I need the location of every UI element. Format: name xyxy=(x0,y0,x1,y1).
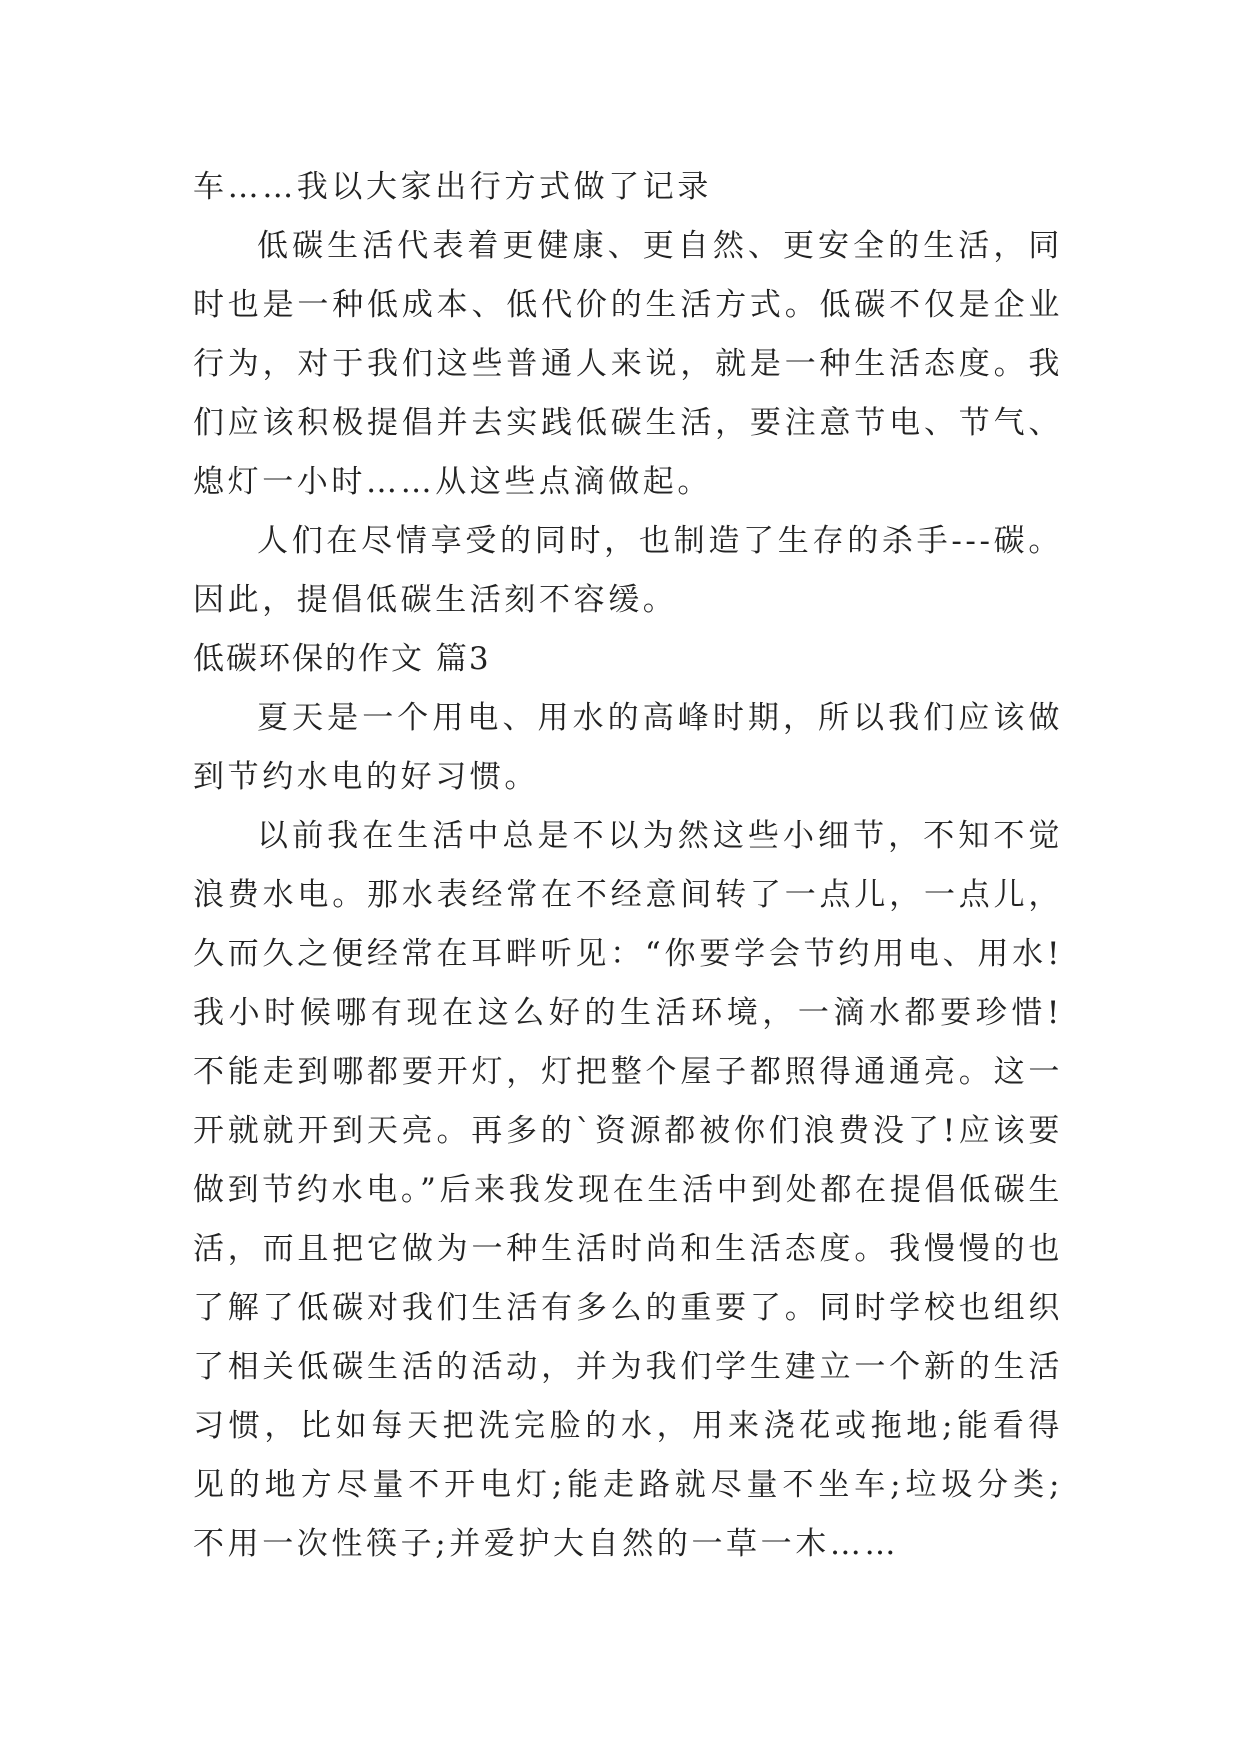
paragraph-summer-peak: 夏天是一个用电、用水的高峰时期，所以我们应该做到节约水电的好习惯。 xyxy=(193,700,1063,795)
paragraph-saving-habits: 以前我在生活中总是不以为然这些小细节，不知不觉浪费水电。那水表经常在不经意间转了一点儿，一点儿，久而久之便经常在耳畔听见：“你要学会节约用电、用水!我小时候哪有现在这么好的生活环境，一滴水都要珍惜!不能走到哪都要开灯，灯把整个屋子都照得通通亮。这一开就就开到天亮。再多的`资源都被你们浪费没了!应该要做到节约水电。”后来我发现在生活中到处都在提倡低碳生活，而且把它做为一种生活时尚和生活态度。我慢慢的也了解了低碳对我们生活有多么的重要了。同时学校也组织了相关低碳生活的活动，并为我们学生建立一个新的生活习惯，比如每天把洗完脸的水，用来浇花或拖地;能看得见的地方尽量不开电灯;能走路就尽量不坐车;垃圾分类;不用一次性筷子;并爱护大自然的一草一木…… xyxy=(193,818,1063,1562)
section-heading: 低碳环保的作文 篇3 xyxy=(193,641,491,677)
document-body xyxy=(193,158,1063,1574)
paragraph-low-carbon-life: 低碳生活代表着更健康、更自然、更安全的生活，同时也是一种低成本、低代价的生活方式。低碳不仅是企业行为，对于我们这些普通人来说，就是一种生活态度。我们应该积极提倡并去实践低碳生活，要注意节电、节气、熄灯一小时……从这些点滴做起。 xyxy=(193,228,1063,500)
paragraph-continuation: 车……我以大家出行方式做了记录 xyxy=(193,169,712,205)
paragraph-carbon-killer: 人们在尽情享受的同时，也制造了生存的杀手---碳。因此，提倡低碳生活刻不容缓。 xyxy=(193,523,1063,618)
